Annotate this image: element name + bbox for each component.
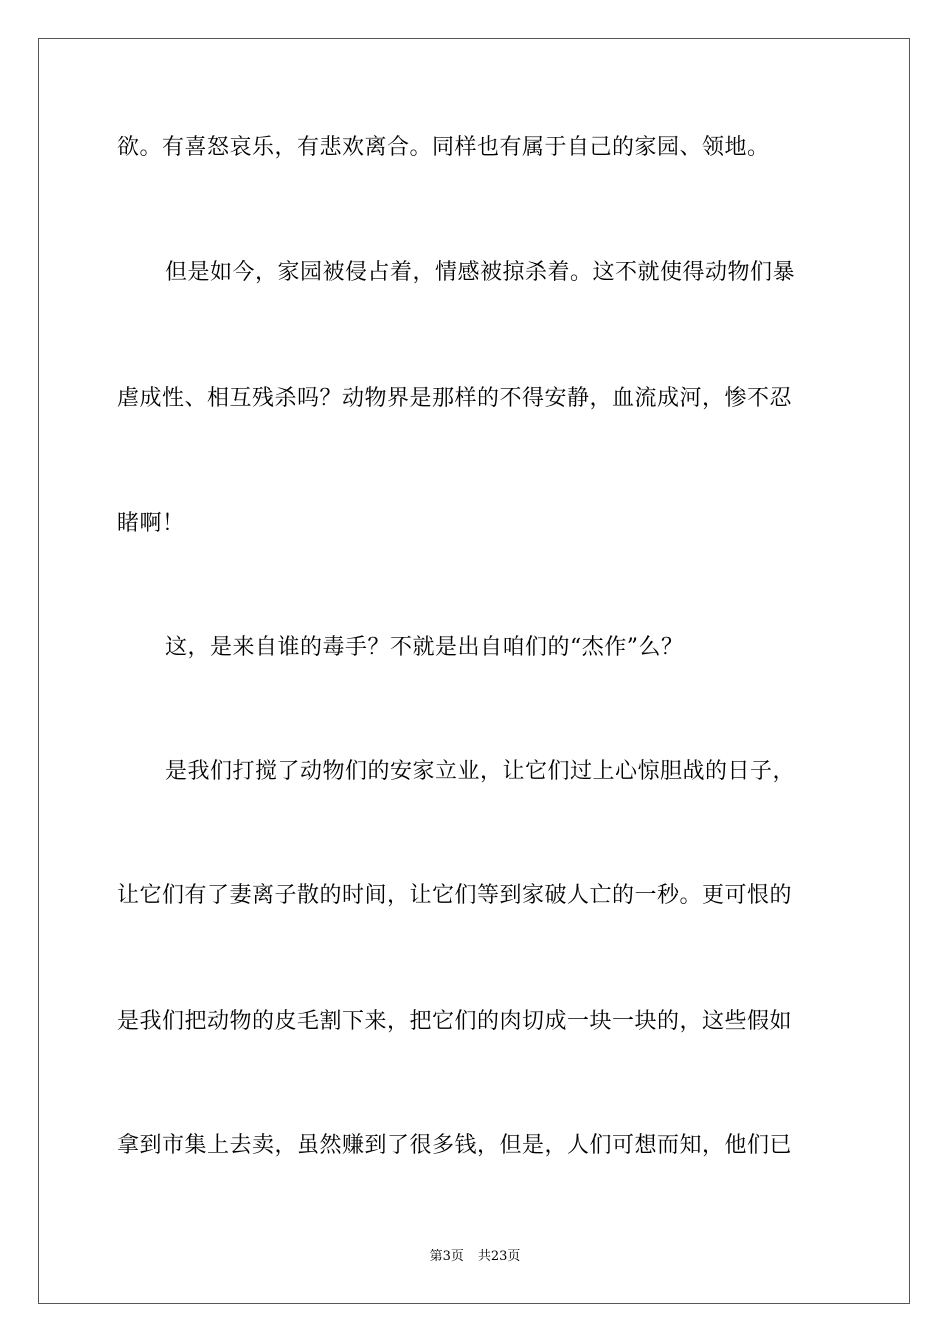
page-footer bbox=[0, 1248, 950, 1266]
paragraph-start-line: 这，是来自谁的毒手？不就是出自咱们的“杰作”么？ bbox=[165, 635, 684, 660]
text-line: 虐成性、相互残杀吗？动物界是那样的不得安静，血流成河，惨不忍 bbox=[117, 386, 793, 411]
paragraph-start-line: 是我们打搅了动物们的安家立业，让它们过上心惊胆战的日子， bbox=[165, 759, 796, 784]
page-number: 第3页 bbox=[429, 1249, 464, 1264]
page-frame bbox=[38, 38, 910, 1304]
text-line: 欲。有喜怒哀乐，有悲欢离合。同样也有属于自己的家园、领地。 bbox=[117, 135, 770, 160]
text-line: 让它们有了妻离子散的时间，让它们等到家破人亡的一秒。更可恨的 bbox=[117, 883, 793, 908]
text-line: 拿到市集上去卖，虽然赚到了很多钱，但是，人们可想而知，他们已 bbox=[117, 1133, 793, 1158]
total-pages: 共23页 bbox=[477, 1249, 521, 1264]
paragraph-start-line: 但是如今，家园被侵占着，情感被掠杀着。这不就使得动物们暴 bbox=[165, 260, 796, 285]
text-line: 是我们把动物的皮毛割下来，把它们的肉切成一块一块的，这些假如 bbox=[117, 1009, 793, 1034]
text-line: 睹啊！ bbox=[117, 511, 185, 536]
